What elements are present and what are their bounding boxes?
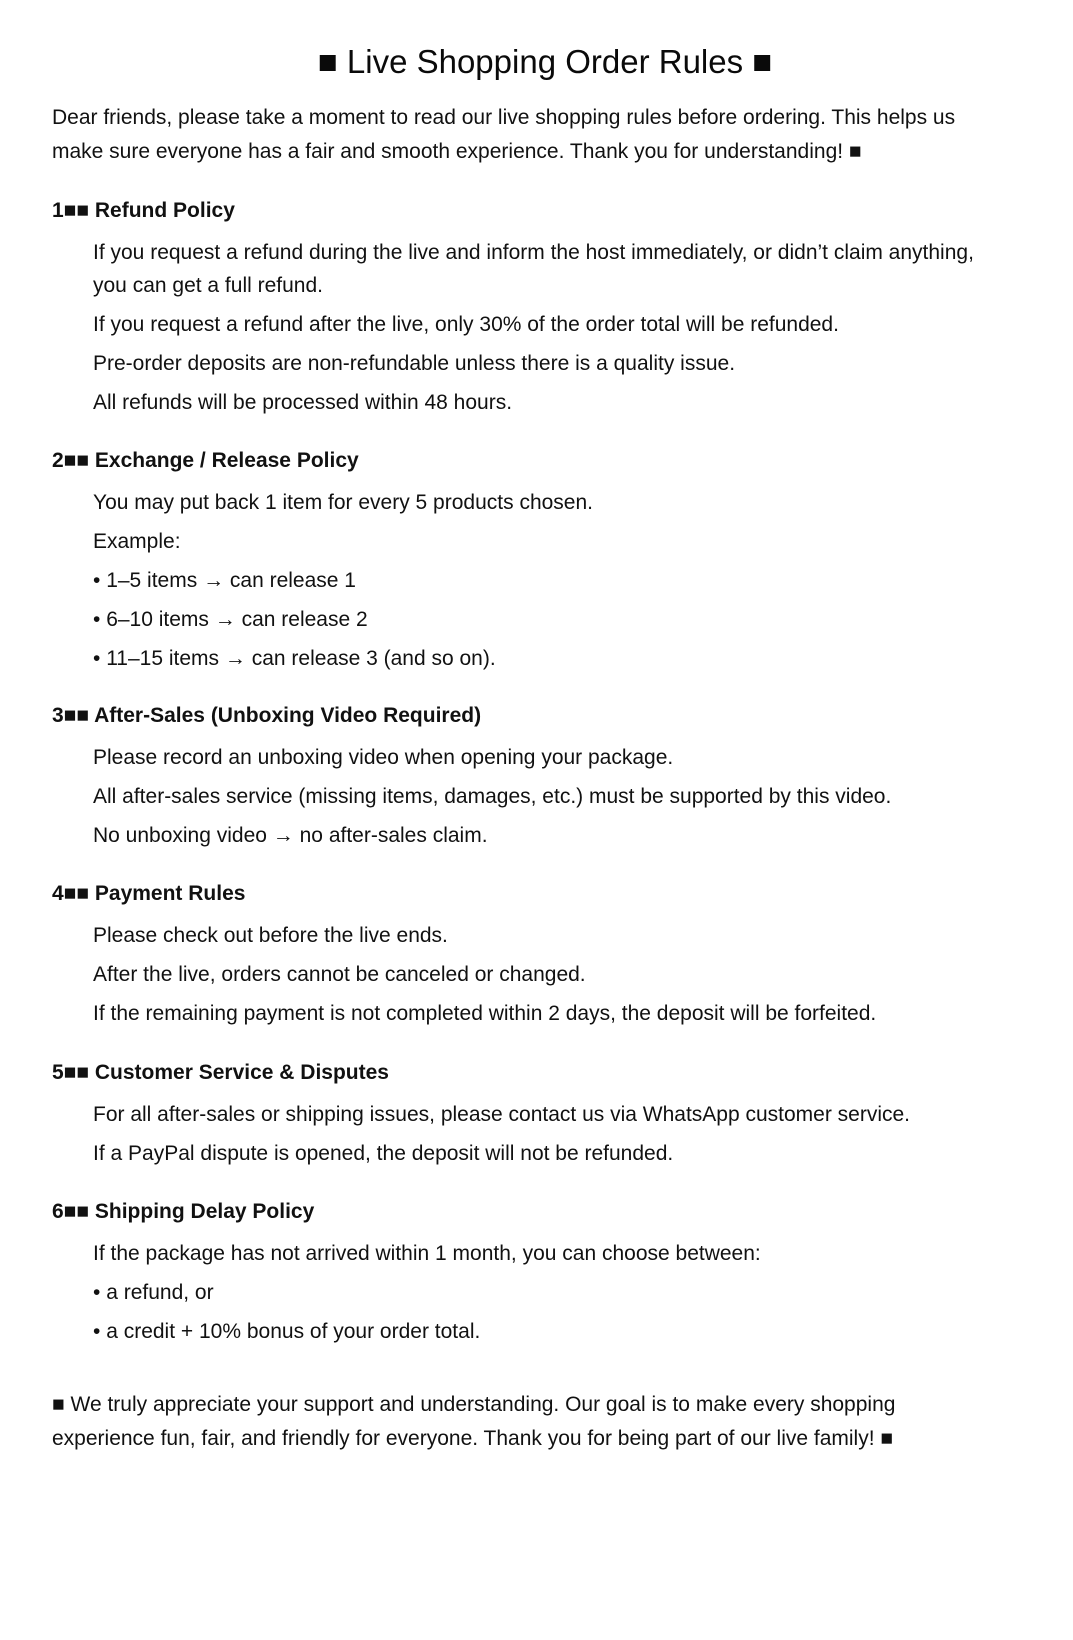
intro-line: Dear friends, please take a moment to read our live shopping rules before ordering. This helps us xyxy=(52,106,956,129)
section-refund-policy xyxy=(52,197,1073,419)
bullet-item: • a credit + 10% bonus of your order total. xyxy=(93,1315,1073,1348)
section-exchange-release-policy xyxy=(52,447,1073,675)
rule-line: If the remaining payment is not completed within 2 days, the deposit will be forfeited. xyxy=(93,1002,877,1025)
section-heading: 4■■ Payment Rules xyxy=(52,882,246,905)
rule-line: No unboxing video → no after-sales claim. xyxy=(93,824,488,847)
rule-line: All refunds will be processed within 48 hours. xyxy=(93,391,513,414)
rule-line: Please check out before the live ends. xyxy=(93,924,448,947)
section-heading: 2■■ Exchange / Release Policy xyxy=(52,449,359,472)
section-payment-rules xyxy=(52,880,1073,1030)
intro-line: make sure everyone has a fair and smooth experience. Thank you for understanding! ■ xyxy=(52,140,862,163)
bullet-item: • 1–5 items → can release 1 xyxy=(93,564,1073,597)
bullet-item: • 6–10 items → can release 2 xyxy=(93,603,1073,636)
section-heading: 6■■ Shipping Delay Policy xyxy=(52,1200,315,1223)
bullet-item: • 11–15 items → can release 3 (and so on). xyxy=(93,642,1073,675)
rule-line: You may put back 1 item for every 5 products chosen. xyxy=(93,491,593,514)
section-customer-service-disputes xyxy=(52,1059,1073,1170)
section-heading: 5■■ Customer Service & Disputes xyxy=(52,1061,389,1084)
rule-line: If the package has not arrived within 1 month, you can choose between: xyxy=(93,1242,761,1265)
section-heading: 1■■ Refund Policy xyxy=(52,199,235,222)
rule-line: Please record an unboxing video when opening your package. xyxy=(93,746,674,769)
section-heading: 3■■ After-Sales (Unboxing Video Required) xyxy=(52,704,482,727)
closing-line: ■ We truly appreciate your support and understanding. Our goal is to make every shopping xyxy=(52,1393,896,1416)
bullet-item: • a refund, or xyxy=(93,1276,1073,1309)
closing-line: experience fun, fair, and friendly for everyone. Thank you for being part of our live family! ■ xyxy=(52,1427,894,1450)
rule-line: If a PayPal dispute is opened, the deposit will not be refunded. xyxy=(93,1142,674,1165)
intro-paragraph xyxy=(52,101,1073,169)
rule-line: If you request a refund after the live, only 30% of the order total will be refunded. xyxy=(93,313,839,336)
section-after-sales xyxy=(52,702,1073,852)
document-title: ■ Live Shopping Order Rules ■ xyxy=(317,43,773,80)
rule-line: For all after-sales or shipping issues, please contact us via WhatsApp customer service. xyxy=(93,1103,911,1126)
rule-line: After the live, orders cannot be canceled or changed. xyxy=(93,963,586,986)
rule-line: Pre-order deposits are non-refundable unless there is a quality issue. xyxy=(93,352,736,375)
section-shipping-delay-policy xyxy=(52,1198,1073,1348)
rule-line: Example: xyxy=(93,530,181,553)
rule-line: All after-sales service (missing items, damages, etc.) must be supported by this video. xyxy=(93,785,892,808)
rule-line: If you request a refund during the live and inform the host immediately, or didn’t claim anything, xyxy=(93,241,974,264)
closing-paragraph xyxy=(52,1388,1073,1456)
rule-line: you can get a full refund. xyxy=(93,274,323,297)
